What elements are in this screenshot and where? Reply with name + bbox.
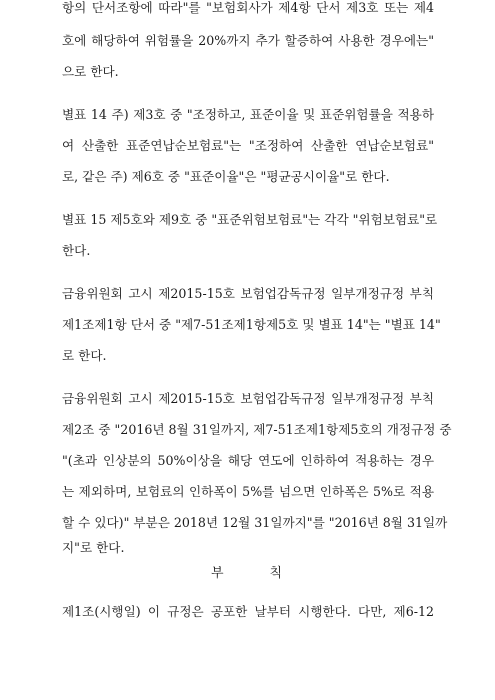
body-line-15: 는 제외하며, 보험료의 인하폭이 5%를 넘으면 인하폭은 5%로 적용 bbox=[62, 484, 434, 499]
section-heading-right: 칙 bbox=[269, 566, 285, 581]
section-heading-left: 부 bbox=[210, 566, 226, 581]
section-heading bbox=[0, 566, 495, 582]
body-line-16: 할 수 있다)" 부분은 2018년 12월 31일까지"를 "2016년 8월 31일까 bbox=[62, 515, 448, 530]
closing-line: 제1조(시행일) 이 규정은 공포한 날부터 시행한다. 다만, 제6-12 bbox=[62, 604, 434, 619]
body-line-12: 금융위원회 고시 제2015-15호 보험업감독규정 일부개정규정 부칙 bbox=[62, 391, 434, 406]
body-line-8: 한다. bbox=[62, 243, 91, 258]
body-line-2: 호에 해당하여 위험률을 20%까지 추가 할증하여 사용한 경우에는" bbox=[62, 33, 434, 48]
body-line-5: 여 산출한 표준연납순보험료"는 "조정하여 산출한 연납순보험료" bbox=[62, 138, 434, 153]
body-line-9: 금융위원회 고시 제2015-15호 보험업감독규정 일부개정규정 부칙 bbox=[62, 286, 434, 301]
body-line-17: 지"로 한다. bbox=[62, 540, 125, 555]
body-line-11: 로 한다. bbox=[62, 348, 107, 363]
body-line-7: 별표 15 제5호와 제9호 중 "표준위험보험료"는 각각 "위험보험료"로 bbox=[62, 212, 438, 227]
body-line-6: 로, 같은 주) 제6호 중 "표준이율"은 "평균공시이율"로 한다. bbox=[62, 169, 390, 184]
body-line-10: 제1조제1항 단서 중 "제7-51조제1항제5호 및 별표 14"는 "별표 14" bbox=[62, 317, 441, 332]
body-line-3: 으로 한다. bbox=[62, 64, 119, 79]
body-line-1: 항의 단서조항에 따라"를 "보험회사가 제4항 단서 제3호 또는 제4 bbox=[62, 0, 434, 15]
body-line-4: 별표 14 주) 제3호 중 "조정하고, 표준이율 및 표준위험률을 적용하 bbox=[62, 107, 434, 122]
body-line-14: "(초과 인상분의 50%이상을 해당 연도에 인하하여 적용하는 경우 bbox=[62, 453, 434, 468]
body-line-13: 제2조 중 "2016년 8월 31일까지, 제7-51조제1항제5호의 개정규정 중 bbox=[62, 422, 452, 437]
